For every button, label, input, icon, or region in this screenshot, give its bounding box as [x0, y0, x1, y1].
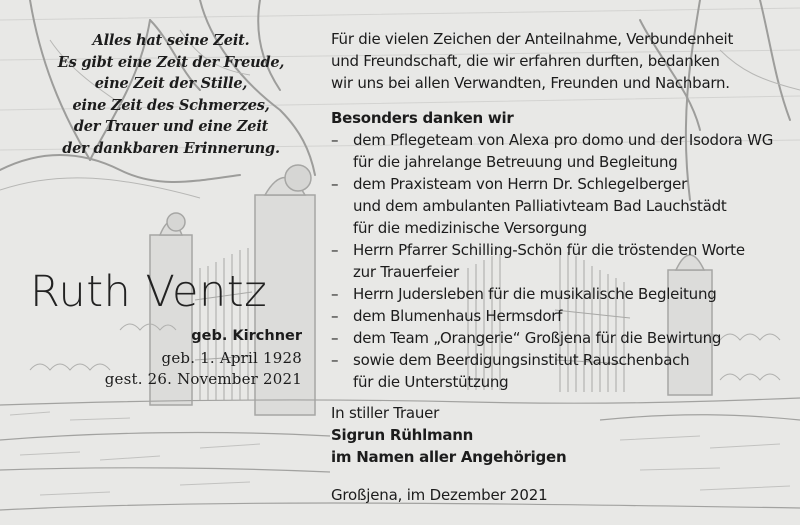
thanks-line: für die medizinische Versorgung	[353, 219, 587, 237]
thanks-line: zur Trauerfeier	[353, 263, 459, 281]
thanks-line: dem Praxisteam von Herrn Dr. Schlegelberger	[353, 175, 688, 193]
dash-bullet: –	[331, 351, 339, 369]
dash-bullet: –	[331, 285, 339, 303]
thanks-line: und dem ambulanten Palliativteam Bad Lauchstädt	[353, 197, 727, 215]
poem-line: eine Zeit der Stille,	[94, 75, 248, 92]
dash-bullet: –	[331, 329, 339, 347]
thanks-item	[331, 239, 791, 283]
thanks-line: dem Pflegeteam von Alexa pro domo und der Isodora WG	[353, 131, 774, 149]
thanks-item	[331, 283, 791, 305]
thanks-line: für die Unterstützung	[353, 373, 509, 391]
dash-bullet: –	[331, 175, 339, 193]
thanks-line: dem Team „Orangerie“ Großjena für die Bewirtung	[353, 329, 722, 347]
intro-line: und Freundschaft, die wir erfahren durften, bedanken	[331, 52, 720, 70]
deceased-name: Ruth Ventz	[30, 267, 268, 317]
mourner-family: im Namen aller Angehörigen	[331, 448, 567, 466]
intro-line: Für die vielen Zeichen der Anteilnahme, Verbundenheit	[331, 30, 734, 48]
thanks-item	[331, 129, 791, 173]
thanks-item	[331, 327, 791, 349]
intro-line: wir uns bei allen Verwandten, Freunden und Nachbarn.	[331, 74, 730, 92]
dash-bullet: –	[331, 131, 339, 149]
dash-bullet: –	[331, 241, 339, 259]
thanks-line: Herrn Pfarrer Schilling-Schön für die tröstenden Worte	[353, 241, 745, 259]
poem	[40, 30, 302, 159]
poem-line: Es gibt eine Zeit der Freude,	[57, 53, 285, 71]
poem-line: Alles hat seine Zeit.	[92, 32, 250, 49]
dash-bullet: –	[331, 307, 339, 325]
birth-date: geb. 1. April 1928	[161, 349, 302, 367]
poem-line: der Trauer und eine Zeit	[73, 118, 269, 135]
mourner-name: Sigrun Rühlmann	[331, 426, 474, 444]
thanks-line: dem Blumenhaus Hermsdorf	[353, 307, 563, 325]
mourning-intro: In stiller Trauer	[331, 404, 440, 422]
thanks-line: Herrn Judersleben für die musikalische Begleitung	[353, 285, 717, 303]
birth-name: geb. Kirchner	[191, 328, 302, 344]
thanks-heading: Besonders danken wir	[331, 109, 514, 127]
thanks-item	[331, 173, 791, 239]
thanks-item	[331, 305, 791, 327]
thanks-text	[331, 28, 791, 468]
poem-line: eine Zeit des Schmerzes,	[72, 96, 270, 114]
thanks-item	[331, 349, 791, 393]
life-dates	[30, 348, 302, 390]
thanks-line: für die jahrelange Betreuung und Begleitung	[353, 153, 678, 171]
death-date: gest. 26. November 2021	[104, 370, 302, 388]
thanks-line: sowie dem Beerdigungsinstitut Rauschenbach	[353, 351, 690, 369]
poem-line: der dankbaren Erinnerung.	[62, 139, 280, 157]
place-date: Großjena, im Dezember 2021	[331, 486, 548, 504]
